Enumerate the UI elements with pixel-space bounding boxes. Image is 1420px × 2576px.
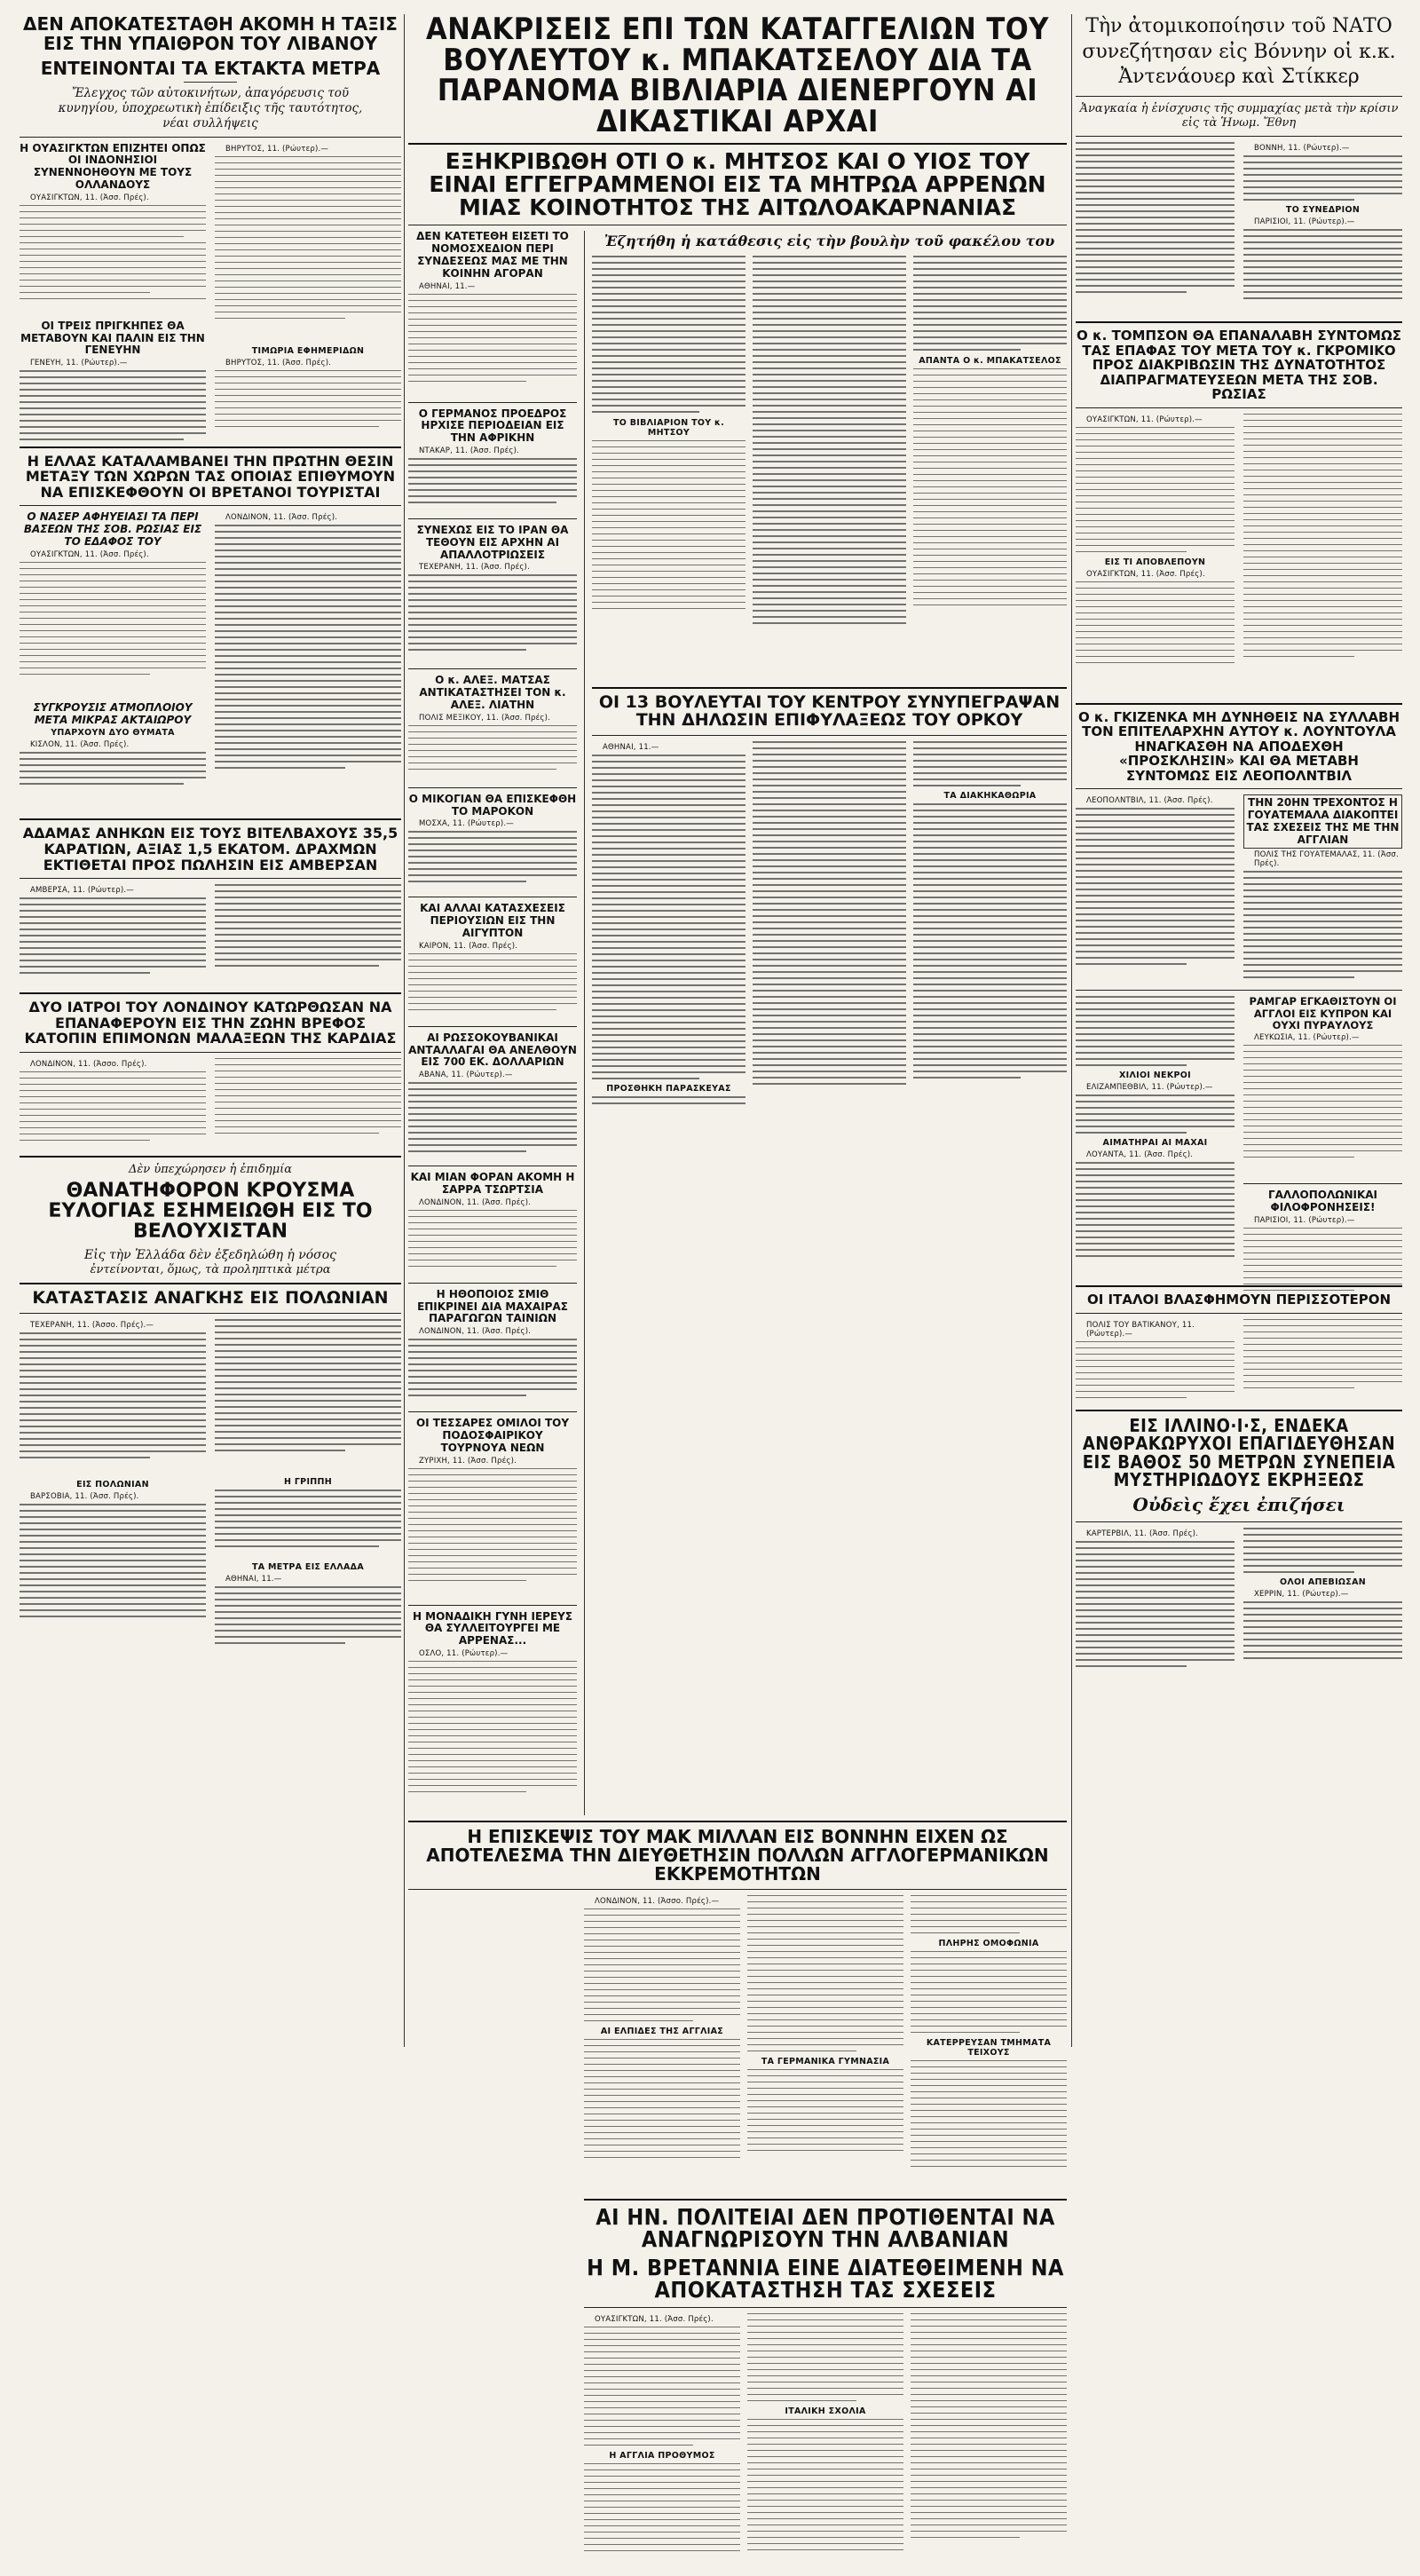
article-body [408,1468,577,1600]
congo-headline: Ο κ. ΓΚΙΖΕΝΚΑ ΜΗ ΔΥΝΗΘΕΙΣ ΝΑ ΣΥΛΛΑΒΗ ΤΟΝ ΕΠΙΤΕΛΑΡΧΗΝ ΑΥΤΟΥ κ. ΛΟΥΝΤΟΥΛΑ ΗΝΑΓΚΑΣΘΗ ΝΑ ΑΠΟΔΕΧΘΗ «ΠΡΟΣΚΛΗΣΙΝ» ΚΑΙ ΘΑ ΜΕΤΑΒΗ ΣΥΝΤΟΜΩΣ ΕΙΣ ΛΕΟΠΟΛΝΤΒΙΛ [1077,708,1400,784]
albania-subheadline: Η ΑΓΓΛΙΑ ΠΡΟΘΥΜΟΣ [609,2450,715,2461]
lebanon-deck: Ἔλεγχος τῶν αὐτοκινήτων, ἀπαγόρευσις τοῦ κυνηγίου, ὑποχρεωτικὴ ἐπίδειξις τῆς ταυτότητος, νέαι συλλήψεις [58,86,363,130]
divider [20,992,401,994]
dateline: ΒΗΡΥΤΟΣ, 11. (Ρώυτερ).— [225,144,329,154]
dateline: ΛΕΥΚΩΣΙΑ, 11. (Ρώυτερ).— [1254,1032,1360,1042]
dateline: ΕΛΙΖΑΜΠΕΘΒΙΛ, 11. (Ρώυτερ).— [1086,1083,1213,1093]
albania-headline: ΑΙ ΗΝ. ΠΟΛΙΤΕΙΑΙ ΔΕΝ ΠΡΟΤΙΘΕΝΤΑΙ ΝΑ ΑΝΑΓΝΩΡΙΣΟΥΝ ΤΗΝ ΑΛΒΑΝΙΑΝ [596,2203,1055,2253]
macmillan-subheadline: ΠΛΗΡΗΣ ΟΜΟΦΩΝΙΑ [938,1938,1039,1948]
left-column [20,14,401,1660]
article-body [913,741,1067,1139]
story-column [1243,794,1402,984]
italians-story [1076,1319,1402,1404]
dateline: ΜΟΣΧΑ, 11. (Ρώυτερ).— [419,819,514,829]
oath-subheadline: ΤΑ ΔΙΑΚΗΚΑΘΩΡΙΑ [943,791,1037,802]
dateline: ΓΕΝΕΥΗ, 11. (Ρώυτερ).— [30,359,128,368]
dateline: ΛΟΥΑΝΤΑ, 11. (Ἀσσ. Πρές). [1086,1150,1194,1160]
column-rule [404,14,405,2047]
dateline: ΛΟΝΔΙΝΟΝ, 11. (Ἀσσ. Πρές). [419,1197,532,1207]
article-body [1076,142,1235,316]
miners-headline: ΕΙΣ ΙΛΛΙΝΟ·Ι·Σ, ΕΝΔΕΚΑ ΑΝΘΡΑΚΩΡΥΧΟΙ ΕΠΑΓΙΔΕΥΘΗΣΑΝ ΕΙΣ ΒΑΘΟΣ 50 ΜΕΤΡΩΝ ΣΥΝΕΠΕΙΑ ΜΥΣΤΗΡΙΩΔΟΥΣ ΕΚΡΗΞΕΩΣ [1082,1414,1396,1490]
battles-subheadline: ΑΙΜΑΤΗΡΑΙ ΑΙ ΜΑΧΑΙ [1102,1138,1208,1149]
albania-body [584,2313,1067,2576]
divider [1076,407,1402,408]
article-body [20,1332,206,1478]
article-body [1243,414,1402,698]
albania-subheadline: ΙΤΑΛΙΚΗ ΣΧΟΛΙΑ [785,2406,866,2416]
story-column [215,143,401,441]
middle-column [408,14,1067,2576]
macmillan-story [584,1895,1067,2193]
divider [20,505,401,506]
nasser-headline: Ο ΝΑΣΕΡ ΑΦΗΥΕΙΑΣΙ ΤΑ ΠΕΡΙ ΒΑΣΕΩΝ ΤΗΣ ΣΟΒ. ΡΩΣΙΑΣ ΕΙΣ ΤΟ ΕΔΑΦΟΣ ΤΟΥ [23,510,202,548]
greece-headline: Η ΕΛΛΑΣ ΚΑΤΑΛΑΜΒΑΝΕΙ ΤΗΝ ΠΡΩΤΗΝ ΘΕΣΙΝ ΜΕΤΑΞΥ ΤΩΝ ΧΩΡΩΝ ΤΑΣ ΟΠΟΙΑΣ ΕΠΙΘΥΜΟΥΝ ΝΑ ΕΠΙΣΚΕΦΘΟΥΝ ΟΙ ΒΡΕΤΑΝΟΙ ΤΟΥΡΙΣΤΑΙ [25,452,396,501]
newspaper-page [20,12,1404,2461]
divider [1076,96,1402,97]
divider [184,82,237,83]
dateline: ΚΙΣΛΟΝ, 11. (Ἀσσ. Πρές). [30,740,130,750]
article-body [408,953,577,1021]
article-body [215,1586,401,1657]
dateline: ΟΥΑΣΙΓΚΤΩΝ, 11. (Ἀσσ. Πρές). [30,549,149,559]
guatemala-headline: ΤΗΝ 20ΗΝ ΤΡΕΧΟΝΤΟΣ Η ΓΟΥΑΤΕΜΑΛΑ ΔΙΑΚΟΠΤΕΙ ΤΑΣ ΣΧΕΣΕΙΣ ΤΗΣ ΜΕ ΤΗΝ ΑΓΓΛΙΑΝ [1246,796,1400,846]
indonesia-headline: Η ΟΥΑΣΙΓΚΤΩΝ ΕΠΙΖΗΤΕΙ ΟΠΩΣ ΟΙ ΙΝΔΟΝΗΣΙΟΙ ΣΥΝΕΝΝΟΗΘΟΥΝ ΜΕ ΤΟΥΣ ΟΛΛΑΝΔΟΥΣ [20,141,206,192]
divider [1076,788,1402,789]
article-body [20,1504,206,1637]
article-body [20,205,206,315]
column-rule [584,231,585,1815]
german-headline: Ο ΓΕΡΜΑΝΟΣ ΠΡΟΕΔΡΟΣ ΗΡΧΙΣΕ ΠΕΡΙΟΔΕΙΑΝ ΕΙΣ ΤΗΝ ΑΦΡΙΚΗΝ [418,407,567,445]
dateline: ΟΥΑΣΙΓΚΤΩΝ, 11. (Ἀσσ. Πρές). [595,2314,714,2324]
oath-story [592,741,1067,1139]
divider [408,1026,577,1027]
thompson-story [1076,414,1402,698]
miners-story [1076,1528,1402,1679]
dateline: ΛΟΝΔΙΝΟΝ, 11. (Ἀσσο. Πρές).— [595,1896,720,1906]
mid-left-subcolumn [408,231,577,1815]
story-column [20,143,206,441]
divider [20,1283,401,1284]
right-mid-stories [1076,996,1402,1280]
mikoyan-headline: Ο ΜΙΚΟΓΙΑΝ ΘΑ ΕΠΙΣΚΕΦΘΗ ΤΟ ΜΑΡΟΚΟΝ [408,792,577,818]
nato-headline: Τὴν ἀτομικοποίησιν τοῦ ΝΑΤΟ συνεζήτησαν εἰς Βόννην οἱ κ.κ. Ἀντενάουερ καὶ Στίκκερ [1082,15,1396,89]
article-body [20,897,206,986]
nato-subheadline: ΤΟ ΣΥΝΕΔΡΙΟΝ [1285,205,1361,216]
dateline: ΛΟΝΔΙΝΟΝ, 11. (Ἀσσο. Πρές). [30,1059,147,1069]
article-body [408,725,577,782]
dateline: ΑΒΑΝΑ, 11. (Ρώυτερ).— [419,1071,513,1080]
dateline: ΤΕΧΕΡΑΝΗ, 11. (Ἀσσ. Πρές). [419,563,530,573]
poland-headline: ΚΑΤΑΣΤΑΣΙΣ ΑΝΑΓΚΗΣ ΕΙΣ ΠΟΛΩΝΙΑΝ [32,1288,389,1308]
oath-subheadline: ΠΡΟΣΘΗΚΗ ΠΑΡΑΣΚΕΥΑΣ [606,1084,731,1094]
divider [408,1889,1067,1890]
nato-story [1076,142,1402,316]
woman-priest-headline: Η ΜΟΝΑΔΙΚΗ ΓΥΝΗ ΙΕΡΕΥΣ ΘΑ ΣΥΛΛΕΙΤΟΥΡΓΕΙ ΜΕ ΑΡΡΕΝΑΣ... [412,1609,573,1648]
lebanon-headline: ΔΕΝ ΑΠΟΚΑΤΕΣΤΑΘΗ ΑΚΟΜΗ Η ΤΑΞΙΣ ΕΙΣ ΤΗΝ ΥΠΑΙΘΡΟΝ ΤΟΥ ΛΙΒΑΝΟΥ [23,13,398,54]
egypt-headline: ΚΑΙ ΑΛΛΑΙ ΚΑΤΑΣΧΕΣΕΙΣ ΠΕΡΙΟΥΣΙΩΝ ΕΙΣ ΤΗΝ ΑΙΓΥΠΤΟΝ [420,902,565,939]
divider [1076,703,1402,705]
article-body [1243,871,1402,995]
story-column [20,1319,206,1660]
article-body [1243,1319,1402,1404]
article-body [20,1071,206,1150]
dateline: ΝΤΑΚΑΡ, 11. (Ἀσσ. Πρές). [419,446,520,456]
dateline: ΟΥΑΣΙΓΚΤΩΝ, 11. (Ἀσσ. Πρές). [1086,569,1205,579]
lead-deck: Ἐζητήθη ἡ κατάθεσις εἰς τὴν βουλὴν τοῦ φακέλου του [604,233,1055,250]
divider [408,787,577,788]
dateline: ΟΣΛΟ, 11. (Ρώυτερ).— [419,1648,509,1658]
article-body [911,1895,1067,2193]
cuba-headline: ΑΙ ΡΩΣΣΟΚΟΥΒΑΝΙΚΑΙ ΑΝΤΑΛΛΑΓΑΙ ΘΑ ΑΝΕΛΘΟΥΝ ΕΙΣ 700 ΕΚ. ΔΟΛΛΑΡΙΩΝ [408,1031,577,1069]
miners-subheadline: ΟΛΟΙ ΑΠΕΒΙΩΣΑΝ [1280,1577,1366,1588]
thompson-subheadline: ΕΙΣ ΤΙ ΑΠΟΒΛΕΠΟΥΝ [1104,557,1206,567]
article-body [408,831,577,891]
oath-headline: ΟΙ 13 ΒΟΥΛΕΥΤΑΙ ΤΟΥ ΚΕΝΤΡΟΥ ΣΥΝΥΠΕΓΡΑΨΑΝ ΤΗΝ ΔΗΛΩΣΙΝ ΕΠΙΦΥΛΑΞΕΩΣ ΤΟΥ ΟΡΚΟΥ [598,692,1061,731]
dateline: ΖΥΡΙΧΗ, 11. (Ἀσσ. Πρές). [419,1456,517,1466]
divider [584,2307,1067,2308]
story-column [20,884,206,987]
divider [408,1605,577,1606]
macmillan-subheadline: ΚΑΤΕΡΡΕΥΣΑΝ ΤΜΗΜΑΤΑ ΤΕΙΧΟΥΣ [926,2037,1052,2058]
article-body [408,1661,577,1815]
article-body [20,752,206,796]
story-column [215,1319,401,1660]
smallpox-headline: ΘΑΝΑΤΗΦΟΡΟΝ ΚΡΟΥΣΜΑ ΕΥΛΟΓΙΑΣ ΕΣΗΜΕΙΩΘΗ ΕΙΣ ΤΟ ΒΕΛΟΥΧΙΣΤΑΝ [48,1180,373,1244]
market-headline: ΔΕΝ ΚΑΤΕΤΕΘΗ ΕΙΣΕΤΙ ΤΟ ΝΟΜΟΣΧΕΔΙΟΝ ΠΕΡΙ ΣΥΝΔΕΣΕΩΣ ΜΑΣ ΜΕ ΤΗΝ ΚΟΙΝΗΝ ΑΓΟΡΑΝ [416,230,569,280]
article-body [747,1895,903,2193]
story-column [215,511,401,813]
article-body [753,256,906,682]
greece-measures-subheadline: ΤΑ ΜΕΤΡΑ ΕΙΣ ΕΛΛΑΔΑ [252,1562,364,1573]
dateline: ΠΟΛΙΣ ΤΟΥ ΒΑΤΙΚΑΝΟΥ, 11. (Ρώυτερ).— [1086,1320,1195,1339]
divider [584,2199,1067,2201]
divider [408,143,1067,145]
divider [20,1052,401,1053]
macmillan-headline: Η ΕΠΙΣΚΕΨΙΣ ΤΟΥ ΜΑΚ ΜΙΛΛΑΝ ΕΙΣ ΒΟΝΝΗΝ ΕΙΧΕΝ ΩΣ ΑΠΟΤΕΛΕΣΜΑ ΤΗΝ ΔΙΕΥΘΕΤΗΣΙΝ ΠΟΛΛΩΝ ΑΓΓΛΟΓΕΡΜΑΝΙΚΩΝ ΕΚΚΡΕΜΟΤΗΤΩΝ [426,1825,1049,1885]
albania-headline-2: Η Μ. ΒΡΕΤΑΝΝΙΑ ΕΙΝΕ ΔΙΑΤΕΘΕΙΜΕΝΗ ΝΑ ΑΠΟΚΑΤΑΣΤΗΣΗ ΤΑΣ ΣΧΕΣΕΙΣ [587,2254,1064,2303]
article-body [408,574,577,663]
lead-headline: ΑΝΑΚΡΙΣΕΙΣ ΕΠΙ ΤΩΝ ΚΑΤΑΓΓΕΛΙΩΝ ΤΟΥ ΒΟΥΛΕΥΤΟΥ κ. ΜΠΑΚΑΤΣΕΛΟΥ ΔΙΑ ΤΑ ΠΑΡΑΝΟΜΑ ΒΙΒΛΙΑΡΙΑ ΔΙΕΝΕΡΓΟΥΝ ΑΙ ΔΙΚΑΣΤΙΚΑΙ ΑΡΧΑΙ [426,12,1049,140]
divider [408,1283,577,1284]
article-body [215,884,401,987]
article-body [592,256,746,682]
article-body [1076,996,1235,1280]
dateline: ΚΑΡΤΕΡΒΙΛ, 11. (Ἀσσ. Πρές). [1086,1529,1199,1539]
matsas-headline: Ο κ. ΑΛΕΞ. ΜΑΤΣΑΣ ΑΝΤΙΚΑΤΑΣΤΗΣΕΙ ΤΟΝ κ. ΑΛΕΞ. ΛΙΑΤΗΝ [419,674,566,711]
article-body [747,2313,903,2576]
divider [1243,1183,1402,1184]
macmillan-subheadline: ΑΙ ΕΛΠΙΔΕΣ ΤΗΣ ΑΓΓΛΙΑΣ [600,2026,724,2036]
doctors-headline: ΔΥΟ ΙΑΤΡΟΙ ΤΟΥ ΛΟΝΔΙΝΟΥ ΚΑΤΩΡΘΩΣΑΝ ΝΑ ΕΠΑΝΑΦΕΡΟΥΝ ΕΙΣ ΤΗΝ ΖΩΗΝ ΒΡΕΦΟΣ ΚΑΤΟΠΙΝ ΕΠΙΜΟΝΩΝ ΜΑΛΑΞΕΩΝ ΤΗΣ ΚΑΡΔΙΑΣ [24,999,397,1047]
article-body [215,1319,401,1475]
collision-subheadline: ΥΠΑΡΧΟΥΝ ΔΥΟ ΘΥΜΑΤΑ [51,728,175,739]
diamond-story [20,884,401,987]
italians-headline: ΟΙ ΙΤΑΛΟΙ ΒΛΑΣΦΗΜΟΥΝ ΠΕΡΙΣΣΟΤΕΡΟΝ [1086,1292,1392,1308]
nato-deck: Ἀναγκαία ἡ ἐνίσχυσις τῆς συμμαχίας μετὰ τὴν κρίσιν εἰς τὰ Ἡνωμ. Ἔθνη [1079,101,1399,130]
doctors-story [20,1058,401,1150]
dateline: ΧΕΡΡΙΝ, 11. (Ρώυτερ).— [1254,1590,1349,1600]
article-body [753,741,906,1139]
divider [592,735,1067,736]
article-body [1076,1528,1235,1679]
dateline: ΑΘΗΝΑΙ, 11.— [603,743,659,753]
article-body [1076,1319,1235,1404]
article-body [215,370,401,439]
dateline: ΚΑΙΡΟΝ, 11. (Ἀσσ. Πρές). [419,941,518,951]
reply-subheadline: ΑΠΑΝΤΑ Ο κ. ΜΠΑΚΑΤΣΕΛΟΣ [919,355,1061,366]
right-column [1076,14,1402,1679]
flu-subheadline: Η ΓΡΙΠΠΗ [283,1477,333,1488]
dateline: ΑΜΒΕΡΣΑ, 11. (Ρώυτερ).— [30,886,134,896]
smallpox-deck: Εἰς τὴν Ἑλλάδα δὲν ἐξεδηλώθη ἡ νόσος [83,1247,337,1262]
films-headline: Η ΗΘΟΠΟΙΟΣ ΣΜΙΘ ΕΠΙΚΡΙΝΕΙ ΔΙΑ ΜΑΧΑΙΡΑΣ ΠΑΡΑΓΩΓΩΝ ΤΑΙΝΙΩΝ [417,1287,568,1325]
dateline: ΒΟΝΝΗ, 11. (Ρώυτερ).— [1254,144,1350,154]
lebanon-subheadline: ΕΝΤΕΙΝΟΝΤΑΙ ΤΑ ΕΚΤΑΚΤΑ ΜΕΤΡΑ [40,58,381,79]
article-body [408,1210,577,1277]
article-body [1076,414,1235,698]
article-body [20,562,206,695]
chileans-headline: ΧΙΛΙΟΙ ΝΕΚΡΟΙ [1119,1071,1191,1081]
article-body [1243,1528,1402,1679]
article-body [911,2313,1067,2576]
divider [20,818,401,820]
congo-story [1076,794,1402,984]
gallo-headline: ΓΑΛΛΟΠΟΛΩΝΙΚΑΙ ΦΙΛΟΦΡΟΝΗΣΕΙΣ! [1268,1188,1377,1213]
article-body [584,1895,740,2193]
ramgar-headline: ΡΑΜΓΑΡ ΕΓΚΑΘΙΣΤΟΥΝ ΟΙ ΑΓΓΛΟΙ ΕΙΣ ΚΥΠΡΟΝ ΚΑΙ ΟΥΧΙ ΠΥΡΑΥΛΟΥΣ [1249,995,1397,1031]
divider [1076,136,1402,137]
mid-body [408,231,1067,1815]
divider [592,687,1067,689]
article-body [20,370,206,454]
dateline: ΑΘΗΝΑΙ, 11.— [225,1575,282,1584]
divider [408,668,577,669]
diamond-headline: ΑΔΑΜΑΣ ΑΝΗΚΩΝ ΕΙΣ ΤΟΥΣ ΒΙΤΕΛΒΑΧΟΥΣ 35,5 ΚΑΡΑΤΙΩΝ, ΑΞΙΑΣ 1,5 ΕΚΑΤΟΜ. ΔΡΑΧΜΩΝ ΕΚΤΙΘΕΤΑΙ ΠΡΟΣ ΠΩΛΗΣΙΝ ΕΙΣ ΑΜΒΕΡΣΑΝ [22,825,398,873]
article-body [1243,1045,1402,1178]
lead-subheadline: ΕΞΗΚΡΙΒΩΘΗ ΟΤΙ Ο κ. ΜΗΤΣΟΣ ΚΑΙ Ο ΥΙΟΣ ΤΟΥ ΕΙΝΑΙ ΕΓΓΕΓΡΑΜΜΕΝΟΙ ΕΙΣ ΤΑ ΜΗΤΡΩΑ ΑΡΡΕΝΩΝ ΜΙΑΣ ΚΟΙΝΟΤΗΤΟΣ ΤΗΣ ΑΙΤΩΛΟΑΚΑΡΝΑΝΙΑΣ [429,147,1046,221]
lebanon-story [20,143,401,441]
article-body [1243,142,1402,316]
article-body [584,2313,740,2576]
lead-story [592,256,1067,682]
article-body [408,294,577,397]
divider [1076,1313,1402,1314]
dateline: ΤΕΧΕΡΑΝΗ, 11. (Ἀσσο. Πρές).— [30,1321,154,1331]
sarra-headline: ΚΑΙ ΜΙΑΝ ΦΟΡΑΝ ΑΚΟΜΗ Η ΣΑΡΡΑ ΤΣΩΡΤΣΙΑ [410,1171,575,1196]
macmillan-subheadline: ΤΑ ΓΕΡΜΑΝΙΚΑ ΓΥΜΝΑΣΙΑ [761,2056,890,2066]
dateline: ΠΑΡΙΣΙΟΙ, 11. (Ρώυτερ).— [1254,217,1355,227]
thompson-headline: Ο κ. ΤΟΜΠΣΟΝ ΘΑ ΕΠΑΝΑΛΑΒΗ ΣΥΝΤΟΜΩΣ ΤΑΣ ΕΠΑΦΑΣ ΤΟΥ ΜΕΤΑ ΤΟΥ κ. ΓΚΡΟΜΙΚΟ ΠΡΟΣ ΔΙΑΚΡΙΒΩΣΙΝ ΤΗΣ ΔΥΝΑΤΟΤΗΤΟΣ ΔΙΑΠΡΑΓΜΑΤΕΥΣΕΩΝ ΜΕΤΑ ΤΗΣ ΣΟΒ. ΡΩΣΙΑΣ [1077,328,1401,403]
divider [20,1156,401,1158]
divider [20,878,401,879]
dateline: ΛΟΝΔΙΝΟΝ, 11. (Ἀσσ. Πρές). [419,1327,532,1337]
article-body [215,1489,401,1561]
iran-headline: ΣΥΝΕΧΩΣ ΕΙΣ ΤΟ ΙΡΑΝ ΘΑ ΤΕΘΟΥΝ ΕΙΣ ΑΡΧΗΝ ΑΙ ΑΠΑΛΛΟΤΡΙΩΣΕΙΣ [416,524,569,561]
smallpox-kicker: Δὲν ὑπεχώρησεν ἡ ἐπιδημία [128,1162,293,1176]
poland-story [20,1319,401,1660]
dateline: ΟΥΑΣΙΓΚΤΩΝ, 11. (Ρώυτερ).— [1086,415,1203,424]
dateline: ΠΟΛΙΣ ΜΕΞΙΚΟΥ, 11. (Ἀσσ. Πρές). [419,713,551,723]
article-body [913,256,1067,682]
article-body [408,1082,577,1160]
dateline: ΠΑΡΙΣΙΟΙ, 11. (Ρώυτερ).— [1254,1215,1355,1225]
divider [408,1821,1067,1822]
smallpox-deck: ἐντείνονται, ὅμως, τὰ προληπτικὰ μέτρα [90,1263,331,1276]
dateline: ΟΥΑΣΙΓΚΤΩΝ, 11. (Ἀσσ. Πρές). [30,193,149,202]
mid-right-subcolumn [592,231,1067,1815]
divider [20,1313,401,1314]
dateline: ΑΘΗΝΑΙ, 11.— [419,281,476,291]
dateline: ΛΕΟΠΟΛΝΤΒΙΛ, 11. (Ἀσσ. Πρές). [1086,796,1213,806]
divider [408,1411,577,1412]
divider [408,518,577,519]
article-body [215,1058,401,1150]
albania-story [584,2199,1067,2576]
dateline: ΒΗΡΥΤΟΣ, 11. (Ἀσσ. Πρές). [225,358,332,367]
article-body [215,156,401,344]
divider [408,402,577,403]
guatemala-box [1243,794,1402,849]
article-body [215,525,401,809]
miners-deck: Οὐδεὶς ἔχει ἐπιζήσει [1132,1494,1345,1516]
article-body [1076,794,1235,984]
booklet-subheadline: ΤΟ ΒΙΒΛΙΑΡΙΟΝ ΤΟΥ κ. ΜΗΤΣΟΥ [612,417,725,438]
greece-story [20,511,401,813]
story-column [20,1058,206,1150]
collision-headline: ΣΥΓΚΡΟΥΣΙΣ ΑΤΜΟΠΛΟΙΟΥ ΜΕΤΑ ΜΙΚΡΑΣ ΑΚΤΑΙΩΡΟΥ [33,700,193,726]
article-body [408,458,577,513]
story-column [20,511,206,813]
article-body [408,1339,577,1406]
princes-headline: ΟΙ ΤΡΕΙΣ ΠΡΙΓΚΗΠΕΣ ΘΑ ΜΕΤΑΒΟΥΝ ΚΑΙ ΠΑΛΙΝ ΕΙΣ ΤΗΝ ΓΕΝΕΥΗΝ [20,319,205,357]
article-body [592,741,746,1139]
story-column [1243,996,1402,1280]
dateline: ΒΑΡΣΟΒΙΑ, 11. (Ἀσσ. Πρές). [30,1492,139,1502]
football-headline: ΟΙ ΤΕΣΣΑΡΕΣ ΟΜΙΛΟΙ ΤΟΥ ΠΟΔΟΣΦΑΙΡΙΚΟΥ ΤΟΥΡΝΟΥΑ ΝΕΩΝ [415,1417,570,1454]
divider [1076,1410,1402,1411]
dateline: ΛΟΝΔΙΝΟΝ, 11. (Ἀσσ. Πρές). [225,513,338,523]
divider [20,137,401,138]
divider [1076,321,1402,323]
newspapers-headline: ΤΙΜΩΡΙΑ ΕΦΗΜΕΡΙΔΩΝ [251,345,365,356]
divider [1076,1521,1402,1522]
column-rule [1071,14,1072,2047]
dateline: ΠΟΛΙΣ ΤΗΣ ΓΟΥΑΤΕΜΑΛΑΣ, 11. (Ἀσσ. Πρές). [1254,850,1399,869]
poland-subheadline: ΕΙΣ ΠΟΛΩΝΙΑΝ [76,1480,149,1490]
